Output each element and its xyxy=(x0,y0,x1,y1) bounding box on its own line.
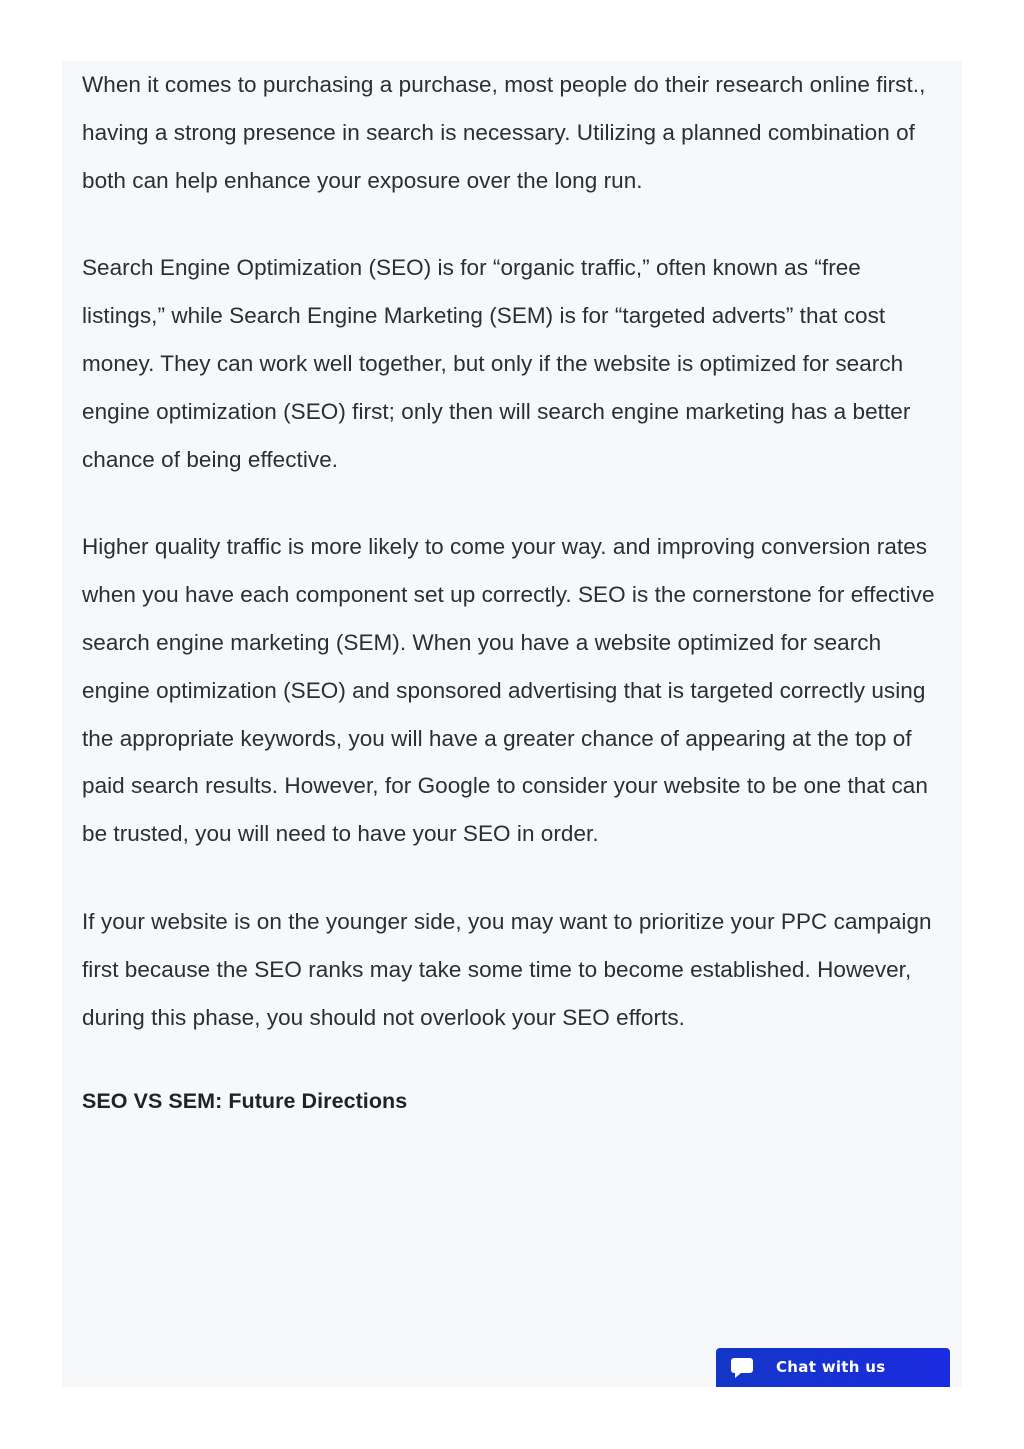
paragraph-intro: When it comes to purchasing a purchase, most people do their research online first., having a strong presence in search is necessary. Utilizing a planned combination of both can help enhance your exposure over the long run. xyxy=(82,72,926,193)
paragraph-younger-website: If your website is on the younger side, you may want to prioritize your PPC campaign first because the SEO ranks may take some time to become established. However, during this phase, you should not overlook your SEO efforts. xyxy=(82,908,932,1030)
article-panel xyxy=(62,61,962,1387)
paragraph-seo-vs-sem: Search Engine Optimization (SEO) is for “organic traffic,” often known as “free listings,” while Search Engine Marketing (SEM) is for “targeted adverts” that cost money. They can work well together, but only if the website is optimized for search engine optimization (SEO) first; only then will search engine marketing has a better chance of being effective. xyxy=(82,255,911,472)
chat-button-label: Chat with us xyxy=(776,1358,886,1376)
subheading-future-directions: SEO VS SEM: Future Directions xyxy=(82,1089,408,1114)
chat-with-us-button[interactable] xyxy=(716,1348,950,1387)
paragraph-quality-traffic: Higher quality traffic is more likely to come your way. and improving conversion rates when you have each component set up correctly. SEO is the cornerstone for effective search engine marketing (SEM). When you have a website optimized for search engine optimization (SEO) and sponsored advertising that is targeted correctly using the appropriate keywords, you will have a greater chance of appearing at the top of paid search results. However, for Google to consider your website to be one that can be trusted, you will need to have your SEO in order. xyxy=(82,534,935,847)
chat-bubble-icon xyxy=(730,1357,754,1379)
article-body xyxy=(82,61,942,1121)
